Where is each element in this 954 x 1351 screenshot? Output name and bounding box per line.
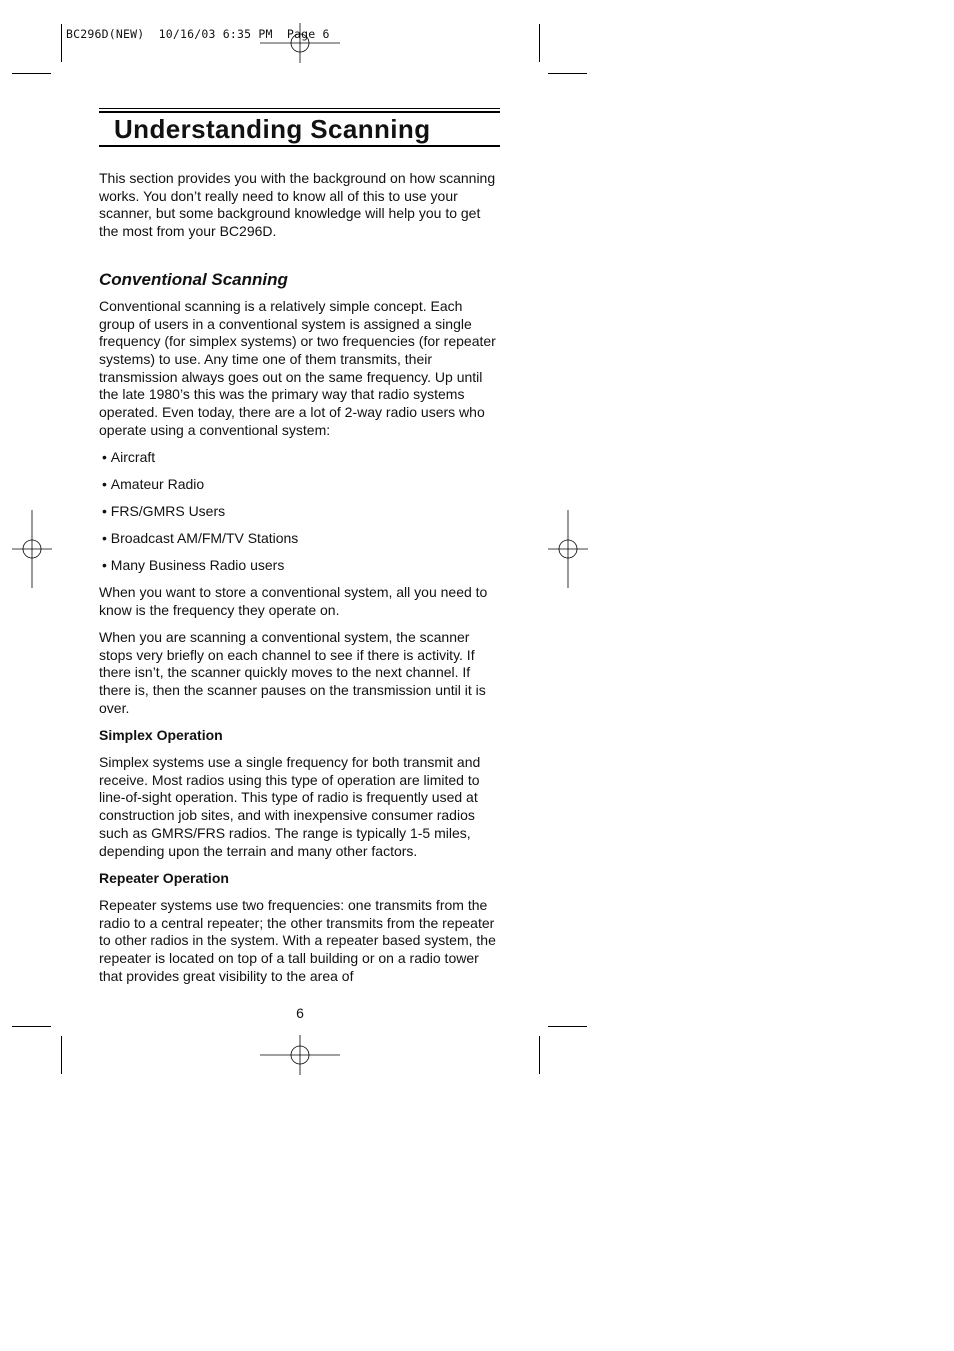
registration-mark-icon [260, 23, 340, 63]
registration-mark-icon [260, 1035, 340, 1075]
crop-mark [548, 73, 587, 74]
simplex-paragraph: Simplex systems use a single frequency for both transmit and receive. Most radios using this type of operation are limited to line-of-sight operation. This type of radio is frequently used at construction job sites, and with inexpensive consumer radios such as GMRS/FRS radios. The range is typically 1-5 miles, depending upon the terrain and many other factors. [99, 754, 481, 859]
user-type-list [99, 449, 501, 575]
title-rule-bottom [99, 145, 500, 147]
crop-mark [539, 24, 540, 62]
conventional-paragraph-2: When you want to store a conventional system, all you need to know is the frequency they operate on. [99, 583, 488, 618]
registration-mark-icon [548, 510, 588, 588]
list-item: • Many Business Radio users [102, 557, 501, 575]
section-heading-simplex: Simplex Operation [99, 726, 223, 743]
list-item: • FRS/GMRS Users [102, 503, 501, 521]
printer-slug: BC296D(NEW) 10/16/03 6:35 PM Page 6 [66, 27, 330, 41]
section-heading-repeater: Repeater Operation [99, 869, 229, 886]
crop-mark [12, 1026, 51, 1027]
conventional-paragraph-1: Conventional scanning is a relatively simple concept. Each group of users in a conventional system is assigned a single frequency (for simplex systems) or two frequencies (for repeater systems) to use. Any time one of them transmits, their transmission always goes out on the same frequency. Up until the late 1980’s this was the primary way that radio systems operated. Even today, there are a lot of 2-way radio users who operate using a conventional system: [99, 297, 496, 438]
page-number: 6 [296, 1005, 304, 1021]
section-heading-conventional: Conventional Scanning [99, 269, 288, 289]
registration-mark-icon [12, 510, 52, 588]
crop-mark [539, 1036, 540, 1074]
list-item: • Broadcast AM/FM/TV Stations [102, 530, 501, 548]
list-item: • Amateur Radio [102, 476, 501, 494]
crop-mark [12, 73, 51, 74]
intro-paragraph: This section provides you with the background on how scanning works. You don’t really need to know all of this to use your scanner, but some background knowledge will help you to get the most from your BC296D. [99, 170, 496, 240]
list-item: • Aircraft [102, 449, 501, 467]
crop-mark [548, 1026, 587, 1027]
title-rule-top [99, 108, 500, 113]
page-content [99, 170, 501, 995]
title-block [99, 108, 500, 147]
page-title: Understanding Scanning [114, 114, 431, 144]
repeater-paragraph: Repeater systems use two frequencies: one transmits from the radio to a central repeater; the other transmits from the repeater to other radios in the system. With a repeater based system, the repeater is located on top of a tall building or on a radio tower that provides great visibility to the area of [99, 896, 496, 984]
conventional-paragraph-3: When you are scanning a conventional system, the scanner stops very briefly on each channel to see if there is activity. If there isn’t, the scanner quickly moves to the next channel. If there is, then the scanner pauses on the transmission until it is over. [99, 628, 486, 716]
crop-mark [61, 24, 62, 62]
crop-mark [61, 1036, 62, 1074]
